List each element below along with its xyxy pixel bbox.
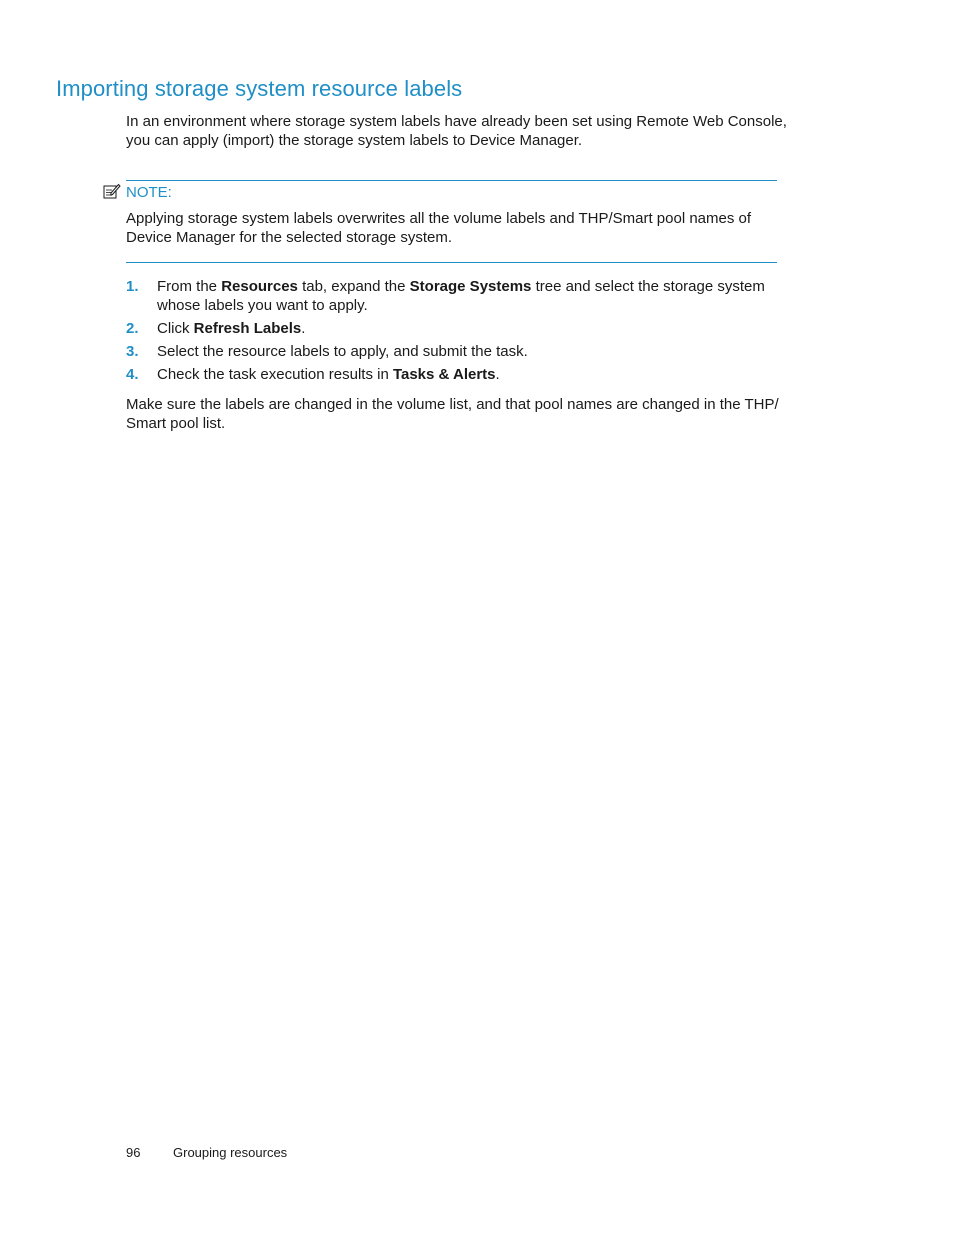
- procedure-step: [126, 320, 806, 339]
- step-text: Select the resource labels to apply, and submit the task.: [157, 342, 528, 360]
- closing-paragraph: Make sure the labels are changed in the volume list, and that pool names are changed in the THP/ Smart pool list.: [126, 396, 779, 432]
- ui-term-tasks-alerts: Tasks & Alerts: [392, 365, 496, 383]
- ui-term-refresh-labels: Refresh Labels: [193, 319, 302, 337]
- procedure-step: [126, 343, 806, 362]
- procedure-step: [126, 366, 806, 385]
- procedure-step: [126, 278, 806, 315]
- footer-chapter-title: Grouping resources: [173, 1145, 288, 1160]
- section-heading: Importing storage system resource labels: [56, 76, 463, 101]
- note-label: NOTE:: [126, 184, 172, 201]
- note-pencil-icon: [103, 183, 121, 199]
- step-text: Check the task execution results in Tasks & Alerts.: [157, 365, 500, 383]
- step-text: From the Resources tab, expand the Storage Systems tree and select the storage system whose labels you want to apply.: [157, 278, 765, 314]
- ui-term-resources: Resources: [221, 278, 298, 295]
- step-number: 4.: [126, 365, 139, 383]
- ui-term-storage-systems: Storage Systems: [409, 278, 532, 295]
- step-text: Click Refresh Labels.: [157, 319, 306, 337]
- step-number: 3.: [126, 342, 139, 360]
- page-number: 96: [126, 1145, 141, 1160]
- procedure-steps: [126, 278, 806, 389]
- note-bottom-rule: [126, 262, 777, 263]
- intro-paragraph: In an environment where storage system labels have already been set using Remote Web Console, you can apply (import) the storage system labels to Device Manager.: [126, 113, 787, 149]
- note-body: Applying storage system labels overwrites all the volume labels and THP/Smart pool names of Device Manager for the selected storage system.: [126, 210, 752, 246]
- note-top-rule: [126, 180, 777, 181]
- step-number: 2.: [126, 319, 139, 337]
- step-number: 1.: [126, 278, 139, 295]
